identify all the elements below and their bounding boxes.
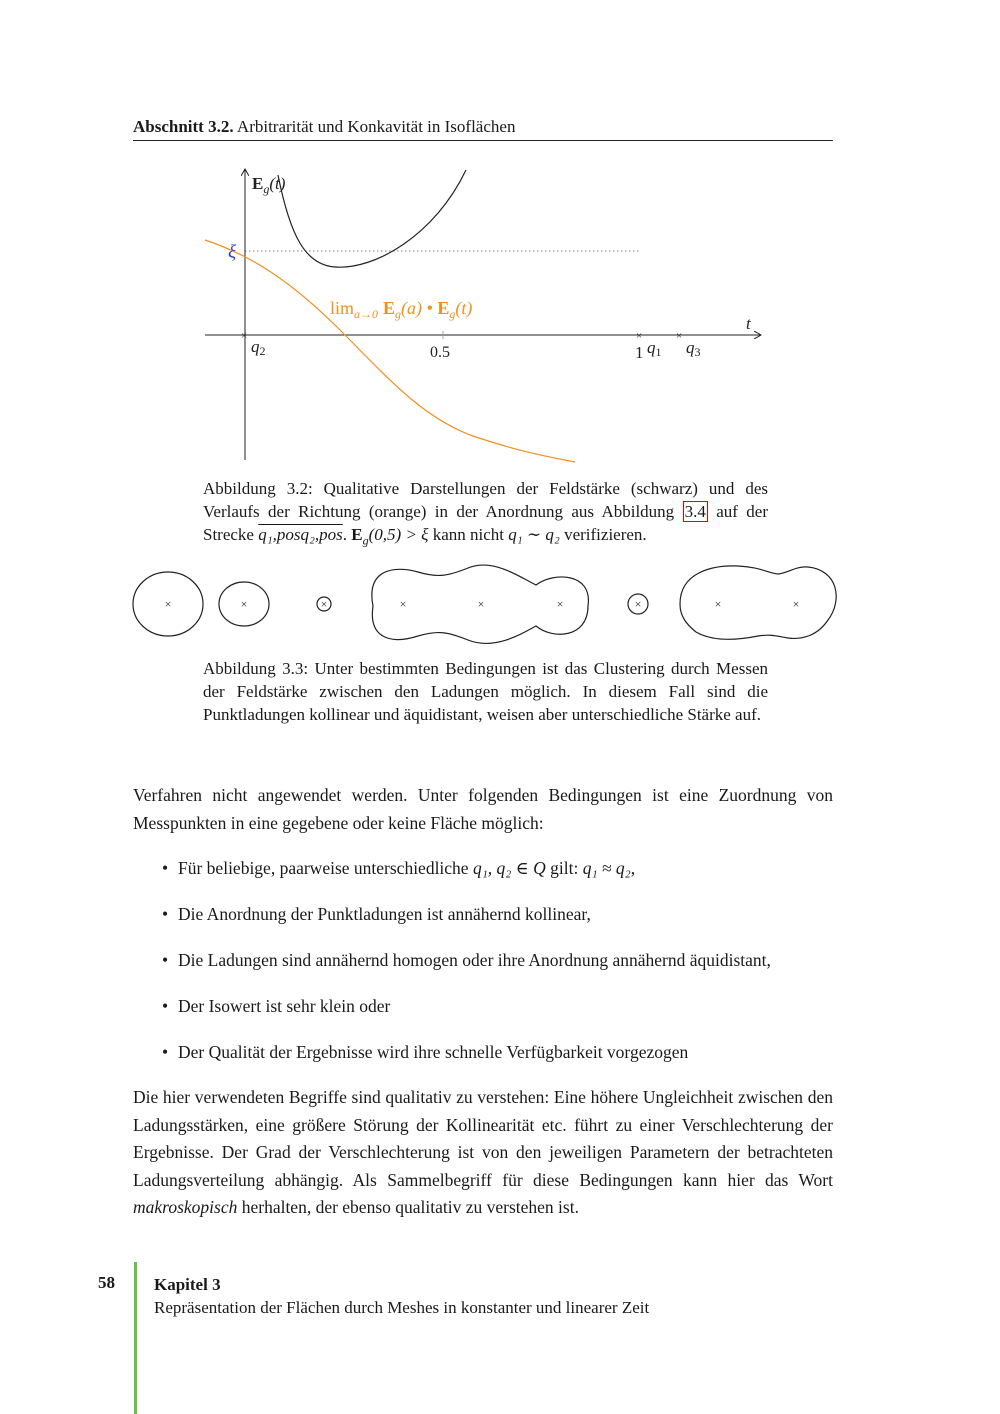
- charge-marker: ×: [477, 597, 485, 611]
- point-label-q3: q3: [686, 338, 701, 359]
- marker-q3: ×: [676, 330, 683, 342]
- figure-3-4-link[interactable]: 3.4: [684, 502, 706, 521]
- figure-3-3-isosurfaces: [128, 560, 838, 650]
- chapter-footer: [154, 1273, 714, 1319]
- figure-3-2-caption: Abbildung 3.2: Qualitative Darstellungen der Feldstärke (schwarz) und des Verlaufs der Richtung (orange) in der Anordnung aus Abbildung 3.4 auf der Strecke q₁,posq₂,pos. $E_g(0,5) > \xi$ kann nicht q₁ ∼ q₂ verifizieren.: [203, 479, 768, 548]
- running-header: [133, 116, 833, 141]
- charge-marker: ×: [164, 597, 172, 611]
- list-item: • Der Qualität der Ergebnisse wird ihre schnelle Verfügbarkeit vorgezogen: [160, 1039, 840, 1085]
- conditions-list: [160, 855, 840, 1085]
- list-item: • Der Isowert ist sehr klein oder: [160, 993, 840, 1039]
- charge-marker: ×: [240, 597, 248, 611]
- charge-marker: ×: [399, 597, 407, 611]
- list-item: • Die Anordnung der Punktladungen ist annähernd kollinear,: [160, 901, 840, 947]
- figure-3-2-plot: [190, 160, 780, 470]
- page-number: 58: [98, 1273, 115, 1292]
- charge-marker: ×: [714, 597, 722, 611]
- x-axis-label: t: [746, 314, 751, 333]
- footer-accent-bar: [134, 1262, 137, 1414]
- chapter-title: Repräsentation der Flächen durch Meshes in konstanter und linearer Zeit: [154, 1298, 650, 1317]
- isosurface-double-blob: [680, 566, 836, 639]
- conclusion-paragraph: Die hier verwendeten Begriffe sind qualitativ zu verstehen: Eine höhere Ungleichheit zwischen den Ladungsstärken, eine größere Störung der Kollinearität etc. führt zu einer Verschlechterung der Ergebnisse. Der Grad der Verschlechterung ist von den jeweiligen Parametern der betrachteten Ladungsverteilung abhängig. Als Sammelbegriff für diese Bedingungen kann hier das Wort makroskopisch herhalten, der ebenso qualitativ zu verstehen ist.: [133, 1087, 833, 1217]
- field-strength-curve: [278, 170, 466, 267]
- point-label-q1: q1: [647, 338, 662, 359]
- chapter-label: Kapitel 3: [154, 1275, 221, 1294]
- list-item: • Die Ladungen sind annähernd homogen oder ihre Anordnung annähernd äquidistant,: [160, 947, 840, 993]
- list-item: • Für beliebige, paarweise unterschiedliche q₁, q₂ ∈ Q gilt: q₁ ≈ q₂,: [160, 855, 840, 901]
- orange-curve-label: $\lim_{a\to 0} E_g(a)$ • $E_g(t)$: [330, 298, 473, 321]
- figure-3-3-caption: Abbildung 3.3: Unter bestimmten Bedingungen ist das Clustering durch Messen der Feldstärke zwischen den Ladungen möglich. In diesem Fall sind die Punktladungen kollinear und äquidistant, weisen aber unterschiedliche Stärke auf.: [203, 659, 768, 724]
- segment-notation: q₁,posq₂,pos: [258, 525, 343, 544]
- charge-marker: ×: [634, 597, 642, 611]
- section-title: Arbitrarität und Konkavität in Isoflächen: [236, 117, 516, 136]
- section-label: Abschnitt 3.2.: [133, 117, 234, 136]
- xi-label: ξ: [228, 242, 237, 263]
- marker-q2: ×: [241, 330, 248, 342]
- tick-label-1: 1: [635, 343, 644, 362]
- point-label-q2: q2: [251, 337, 266, 358]
- charge-marker: ×: [556, 597, 564, 611]
- intro-paragraph: Verfahren nicht angewendet werden. Unter folgenden Bedingungen ist eine Zuordnung von Messpunkten in eine gegebene oder keine Fläche möglich:: [133, 785, 833, 833]
- charge-marker: ×: [320, 597, 328, 611]
- tick-label-0-5: 0.5: [430, 344, 450, 361]
- y-axis-label: $E_g(t)$: [252, 174, 286, 196]
- charge-marker: ×: [792, 597, 800, 611]
- marker-q1: ×: [636, 330, 643, 342]
- emphasis-term: makroskopisch: [133, 1197, 238, 1217]
